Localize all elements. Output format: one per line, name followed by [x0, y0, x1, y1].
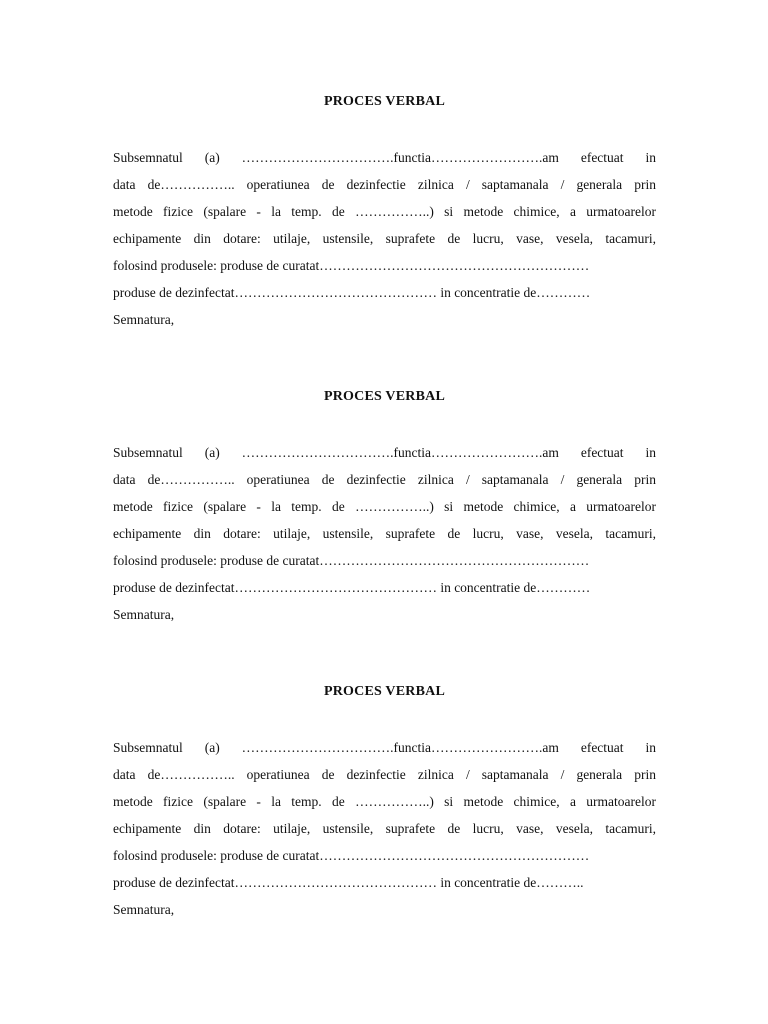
line-metode: metode fizice (spalare - la temp. de ……………..) si metode chimice, a urmatoarelor — [113, 204, 656, 219]
section-title: PROCES VERBAL — [324, 389, 445, 404]
line-subsemnatul: Subsemnatul (a) …………………………….functia…………………….am efectuat in — [113, 740, 656, 755]
signature-label: Semnatura, — [113, 902, 175, 917]
section-title: PROCES VERBAL — [324, 684, 445, 699]
line-produse-dezinfectat: produse de dezinfectat……………………………………… in concentratie de………… — [113, 285, 591, 300]
line-produse-curatat: folosind produsele: produse de curatat…………………………………………………… — [113, 553, 590, 568]
line-data: data de…………….. operatiunea de dezinfectie zilnica / saptamanala / generala prin — [113, 177, 656, 192]
signature-label: Semnatura, — [113, 312, 175, 327]
line-subsemnatul: Subsemnatul (a) …………………………….functia…………………….am efectuat in — [113, 445, 656, 460]
line-echipamente: echipamente din dotare: utilaje, ustensile, suprafete de lucru, vase, vesela, tacamuri, — [113, 526, 656, 541]
line-data: data de…………….. operatiunea de dezinfectie zilnica / saptamanala / generala prin — [113, 472, 656, 487]
section-title: PROCES VERBAL — [324, 94, 445, 109]
proces-verbal-section-1 — [113, 92, 656, 333]
line-echipamente: echipamente din dotare: utilaje, ustensile, suprafete de lucru, vase, vesela, tacamuri, — [113, 231, 656, 246]
section-body — [113, 144, 656, 333]
section-body — [113, 734, 656, 923]
line-produse-curatat: folosind produsele: produse de curatat…………………………………………………… — [113, 848, 590, 863]
line-subsemnatul: Subsemnatul (a) …………………………….functia…………………….am efectuat in — [113, 150, 656, 165]
line-echipamente: echipamente din dotare: utilaje, ustensile, suprafete de lucru, vase, vesela, tacamuri, — [113, 821, 656, 836]
line-produse-curatat: folosind produsele: produse de curatat…………………………………………………… — [113, 258, 590, 273]
line-data: data de…………….. operatiunea de dezinfectie zilnica / saptamanala / generala prin — [113, 767, 656, 782]
section-body — [113, 439, 656, 628]
proces-verbal-section-3 — [113, 682, 656, 923]
line-metode: metode fizice (spalare - la temp. de ……………..) si metode chimice, a urmatoarelor — [113, 499, 656, 514]
signature-label: Semnatura, — [113, 607, 175, 622]
line-metode: metode fizice (spalare - la temp. de ……………..) si metode chimice, a urmatoarelor — [113, 794, 656, 809]
line-produse-dezinfectat: produse de dezinfectat……………………………………… in concentratie de………… — [113, 580, 591, 595]
proces-verbal-section-2 — [113, 387, 656, 628]
line-produse-dezinfectat: produse de dezinfectat……………………………………… in concentratie de……….. — [113, 875, 584, 890]
